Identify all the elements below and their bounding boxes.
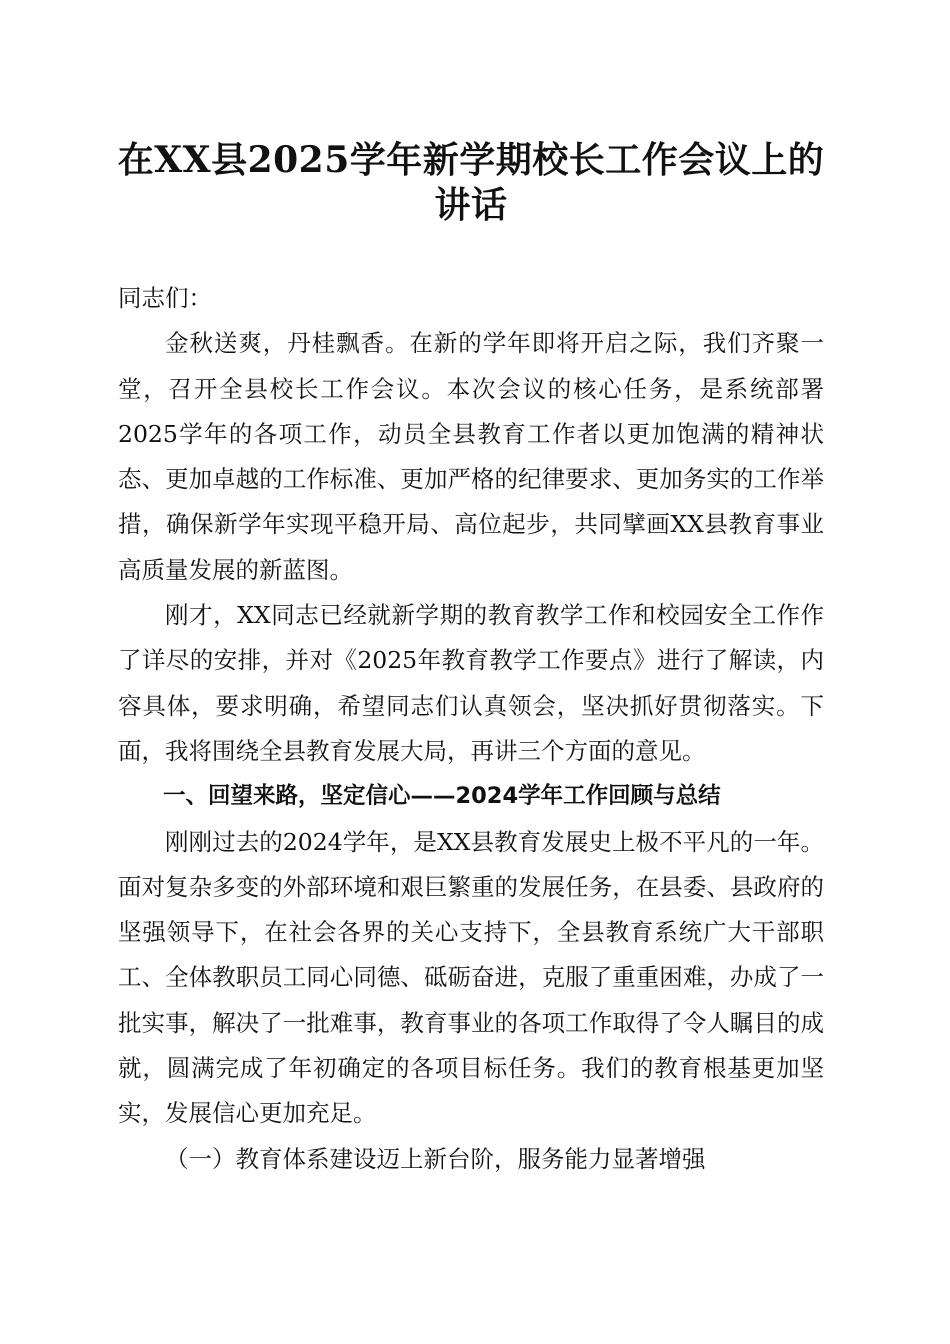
section-heading-1: 一、回望来路，坚定信心——2024学年工作回顾与总结 — [163, 783, 721, 810]
title-line-2: 讲话 — [434, 184, 508, 226]
salutation: 同志们： — [118, 284, 212, 312]
paragraph-arrangement: 刚才，XX同志已经就新学期的教育教学工作和校园安全工作作了详尽的安排，并对《2025年教育教学工作要点》进行了解读，内容具体，要求明确，希望同志们认真领会，坚决抓好贯彻落实。下面，我将围绕全县教育发展大局，再讲三个方面的意见。 — [118, 601, 824, 765]
title-line-1: 在XX县2025学年新学期校长工作会议上的 — [117, 139, 825, 181]
document-page — [118, 138, 824, 1182]
paragraph-opening: 金秋送爽，丹桂飘香。在新的学年即将开启之际，我们齐聚一堂，召开全县校长工作会议。本次会议的核心任务，是系统部署2025学年的各项工作，动员全县教育工作者以更加饱满的精神状态、更加卓越的工作标准、更加严格的纪律要求、更加务实的工作举措，确保新学年实现平稳开局、高位起步，共同擘画XX县教育事业高质量发展的新蓝图。 — [118, 329, 824, 584]
subsection-heading-1: （一）教育体系建设迈上新台阶，服务能力显著增强 — [165, 1144, 706, 1173]
document-body — [118, 276, 824, 1182]
paragraph-review: 刚刚过去的2024学年，是XX县教育发展史上极不平凡的一年。面对复杂多变的外部环境和艰巨繁重的发展任务，在县委、县政府的坚强领导下，在社会各界的关心支持下，全县教育系统广大干部职工、全体教职员工同心同德、砥砺奋进，克服了重重困难，办成了一批实事，解决了一批难事，教育事业的各项工作取得了令人瞩目的成就，圆满完成了年初确定的各项目标任务。我们的教育根基更加坚实，发展信心更加充足。 — [118, 827, 824, 1128]
document-title — [88, 138, 854, 228]
